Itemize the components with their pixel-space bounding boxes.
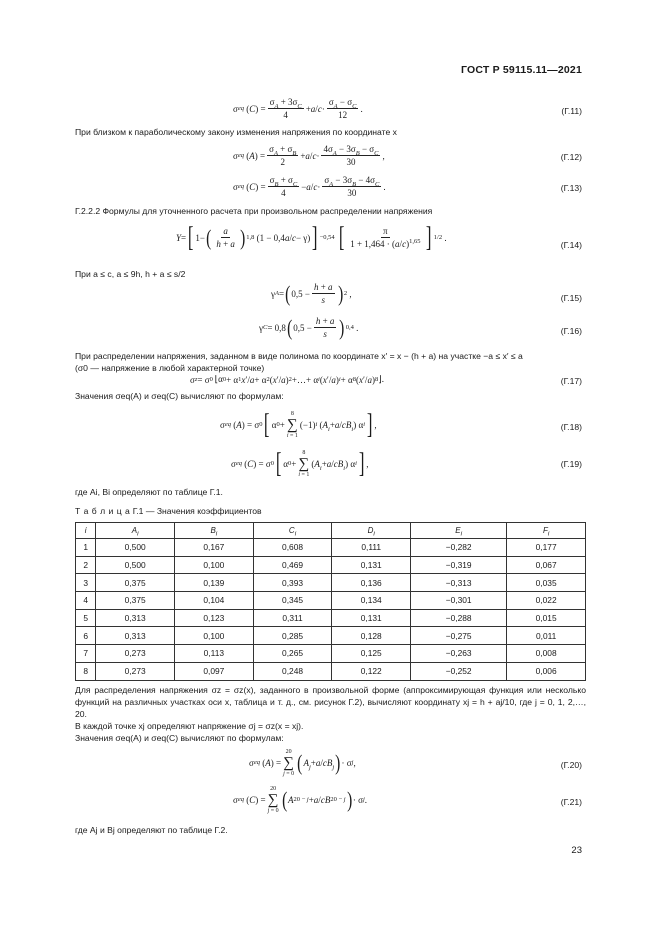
table-cell: 0,167 — [175, 539, 254, 557]
table-cell: 0,097 — [175, 662, 254, 680]
table-cell: 0,006 — [507, 662, 586, 680]
table-header-cell: $C_i$ — [253, 523, 332, 539]
table-cell: 0,375 — [96, 592, 175, 610]
table-cell: 0,265 — [253, 645, 332, 663]
paragraph-values-1: Значения σeq(A) и σeq(C) вычисляют по формулам: — [75, 391, 284, 401]
table-cell: 0,100 — [175, 627, 254, 645]
table-cell: −0,313 — [411, 574, 507, 592]
equation-number: (Г.14) — [560, 240, 582, 250]
table-cell: 0,123 — [175, 609, 254, 627]
table-header-cell: $B_i$ — [175, 523, 254, 539]
table-cell: 0,177 — [507, 539, 586, 557]
table-header-cell: $F_i$ — [507, 523, 586, 539]
table-cell: 2 — [76, 556, 96, 574]
table-cell: −0,288 — [411, 609, 507, 627]
table-row — [76, 556, 586, 574]
equation-number: (Г.19) — [560, 459, 582, 469]
section-heading: Г.2.2.2 Формулы для уточненного расчета при произвольном распределении напряжения — [75, 206, 433, 216]
table-cell: −0,319 — [411, 556, 507, 574]
table-cell: 0,345 — [253, 592, 332, 610]
paragraph-where-1: где Ai, Bi определяют по таблице Г.1. — [75, 487, 223, 497]
table-cell: 0,113 — [175, 645, 254, 663]
table-caption-text: Г.1 — Значения коэффициентов — [132, 506, 262, 516]
table-row — [76, 539, 586, 557]
table-cell: −0,275 — [411, 627, 507, 645]
table-cell: 0,125 — [332, 645, 411, 663]
table-cell: 0,500 — [96, 556, 175, 574]
table-cell: 0,067 — [507, 556, 586, 574]
table-cell: −0,282 — [411, 539, 507, 557]
table-cell: 0,122 — [332, 662, 411, 680]
table-cell: 0,100 — [175, 556, 254, 574]
table-cell: 0,008 — [507, 645, 586, 663]
table-cell: 5 — [76, 609, 96, 627]
table-header-row — [76, 523, 586, 539]
equation-number: (Г.18) — [560, 422, 582, 432]
paragraph-values-2: Значения σeq(A) и σeq(C) вычисляют по формулам: — [75, 733, 284, 743]
table-cell: 0,104 — [175, 592, 254, 610]
table-cell: 0,035 — [507, 574, 586, 592]
table-cell: 0,500 — [96, 539, 175, 557]
table-cell: 6 — [76, 627, 96, 645]
equation-number: (Г.21) — [560, 797, 582, 807]
table-caption-label: Т а б л и ц а — [75, 506, 131, 516]
table-row — [76, 574, 586, 592]
coefficients-table — [75, 522, 586, 681]
table-cell: 7 — [76, 645, 96, 663]
table-cell: 3 — [76, 574, 96, 592]
table-header-cell: i — [76, 523, 96, 539]
table-cell: 0,131 — [332, 556, 411, 574]
table-cell: 0,111 — [332, 539, 411, 557]
equation-number: (Г.12) — [560, 152, 582, 162]
table-header-cell: $A_i$ — [96, 523, 175, 539]
table-cell: −0,301 — [411, 592, 507, 610]
table-header-cell: $E_i$ — [411, 523, 507, 539]
table-cell: 0,134 — [332, 592, 411, 610]
table-row — [76, 609, 586, 627]
table-cell: 0,469 — [253, 556, 332, 574]
paragraph-polynomial-2: (σ0 — напряжение в любой характерной точке) — [75, 363, 265, 373]
table-cell: 0,375 — [96, 574, 175, 592]
table-header-cell: $D_i$ — [332, 523, 411, 539]
equation-number: (Г.15) — [560, 293, 582, 303]
table-cell: −0,263 — [411, 645, 507, 663]
equation-number: (Г.20) — [560, 760, 582, 770]
page-number: 23 — [571, 845, 582, 856]
equation-number: (Г.16) — [560, 326, 582, 336]
paragraph-parabolic: При близком к параболическому закону изменения напряжения по координате x — [75, 127, 397, 137]
table-cell: −0,252 — [411, 662, 507, 680]
paragraph-arbitrary: Для распределения напряжения σz = σz(x), заданного в произвольной форме (аппроксимирующая функция или несколько функций на различных участках оси x, таблица и т. д., см. рисунок Г.2), вычисляют координату xj = h + aj/10, где j = 0, 1, 2,…, 20. — [75, 685, 586, 719]
table-cell: 0,311 — [253, 609, 332, 627]
table-cell: 0,131 — [332, 609, 411, 627]
paragraph-polynomial-1: При распределении напряжения, заданном в виде полинома по координате x′ = x − (h + a) на участке −a ≤ x′ ≤ a — [75, 351, 523, 361]
table-row — [76, 627, 586, 645]
table-cell: 1 — [76, 539, 96, 557]
table-cell: 0,313 — [96, 609, 175, 627]
table-cell: 0,285 — [253, 627, 332, 645]
equation-number: (Г.17) — [560, 376, 582, 386]
table-cell: 8 — [76, 662, 96, 680]
table-cell: 0,011 — [507, 627, 586, 645]
equation-number: (Г.13) — [560, 183, 582, 193]
table-row — [76, 645, 586, 663]
table-cell: 0,393 — [253, 574, 332, 592]
table-cell: 0,128 — [332, 627, 411, 645]
table-cell: 0,313 — [96, 627, 175, 645]
table-cell: 0,248 — [253, 662, 332, 680]
paragraph-each-point: В каждой точке xj определяют напряжение σj = σz(x = xj). — [75, 721, 304, 731]
table-cell: 0,136 — [332, 574, 411, 592]
table-cell: 0,608 — [253, 539, 332, 557]
table-cell: 0,015 — [507, 609, 586, 627]
equation-number: (Г.11) — [561, 106, 582, 116]
table-cell: 0,022 — [507, 592, 586, 610]
paragraph-conditions: При a ≤ c, a ≤ 9h, h + a ≤ s/2 — [75, 269, 186, 279]
paragraph-where-2: где Aj и Bj определяют по таблице Г.2. — [75, 825, 228, 835]
table-caption — [75, 505, 586, 517]
table-cell: 0,273 — [96, 645, 175, 663]
table-cell: 4 — [76, 592, 96, 610]
table-cell: 0,273 — [96, 662, 175, 680]
table-row — [76, 592, 586, 610]
document-code: ГОСТ Р 59115.11—2021 — [460, 64, 582, 76]
table-row — [76, 662, 586, 680]
table-cell: 0,139 — [175, 574, 254, 592]
